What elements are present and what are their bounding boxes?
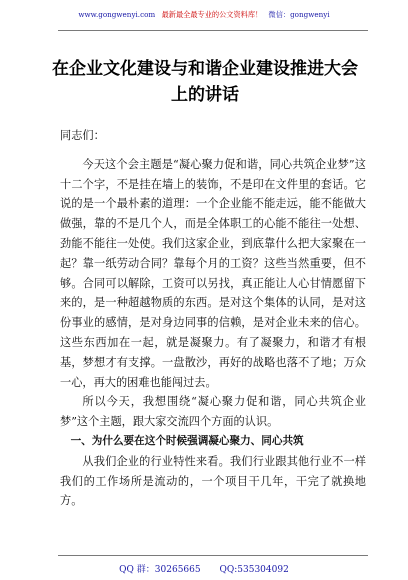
header-divider [58,30,368,31]
paragraph-2: 所以今天，我想围绕“凝心聚力促和谐，同心共筑企业梦”这个主题，跟大家交流四个方面的认识。 [60,395,366,429]
header-wechat: 微信：gongwenyi [268,10,330,19]
header-site: www.gongwenyi.com [78,10,156,19]
paragraph-1: 今天这个会主题是“凝心聚力促和谐，同心共筑企业梦”这十二个字，不是挂在墙上的装饰，不是印在文件里的套话。它说的是一个最朴素的道理：一个企业能不能走远，能不能做大做强，靠的不是几个人，而是全体职工的心能不能往一处想、劲能不能往一处使。我们这家企业，到底靠什么把大家聚在一起？靠一纸劳动合同？靠每个月的工资？这些当然重要，但不够。合同可以解除，工资可以另找，真正能让人心甘情愿留下来的，是一种超越物质的东西。是对这个集体的认同，是对这份事业的感情，是对身边同事的信赖，是对企业未来的信心。这些东西加在一起，就是凝聚力。有了凝聚力，和谐才有根基，梦想才有支撑。一盘散沙，再好的战略也落不了地；万众一心，再大的困难也能闯过去。 [60,157,366,389]
page-footer [0,562,408,575]
section-heading: 一、为什么要在这个时候强调凝心聚力、同心共筑 [70,434,304,447]
page-header [0,0,408,30]
document-body [60,126,366,511]
footer-qq-group: QQ 群：30265665 [119,565,201,575]
title-line-1: 在企业文化建设与和谐企业建设推进大会 [52,59,358,79]
footer-divider [58,555,368,556]
header-slogan: 最新最全最专业的公文资料库！ [161,10,263,19]
document-title [40,56,370,108]
footer-qq: QQ:535304092 [219,565,289,575]
title-line-2: 上的讲话 [171,85,239,105]
paragraph-3: 从我们企业的行业特性来看。我们行业跟其他行业不一样我们的工作场所是流动的，一个项目干几年，干完了就换地方。 [60,454,366,508]
greeting: 同志们： [60,129,105,142]
